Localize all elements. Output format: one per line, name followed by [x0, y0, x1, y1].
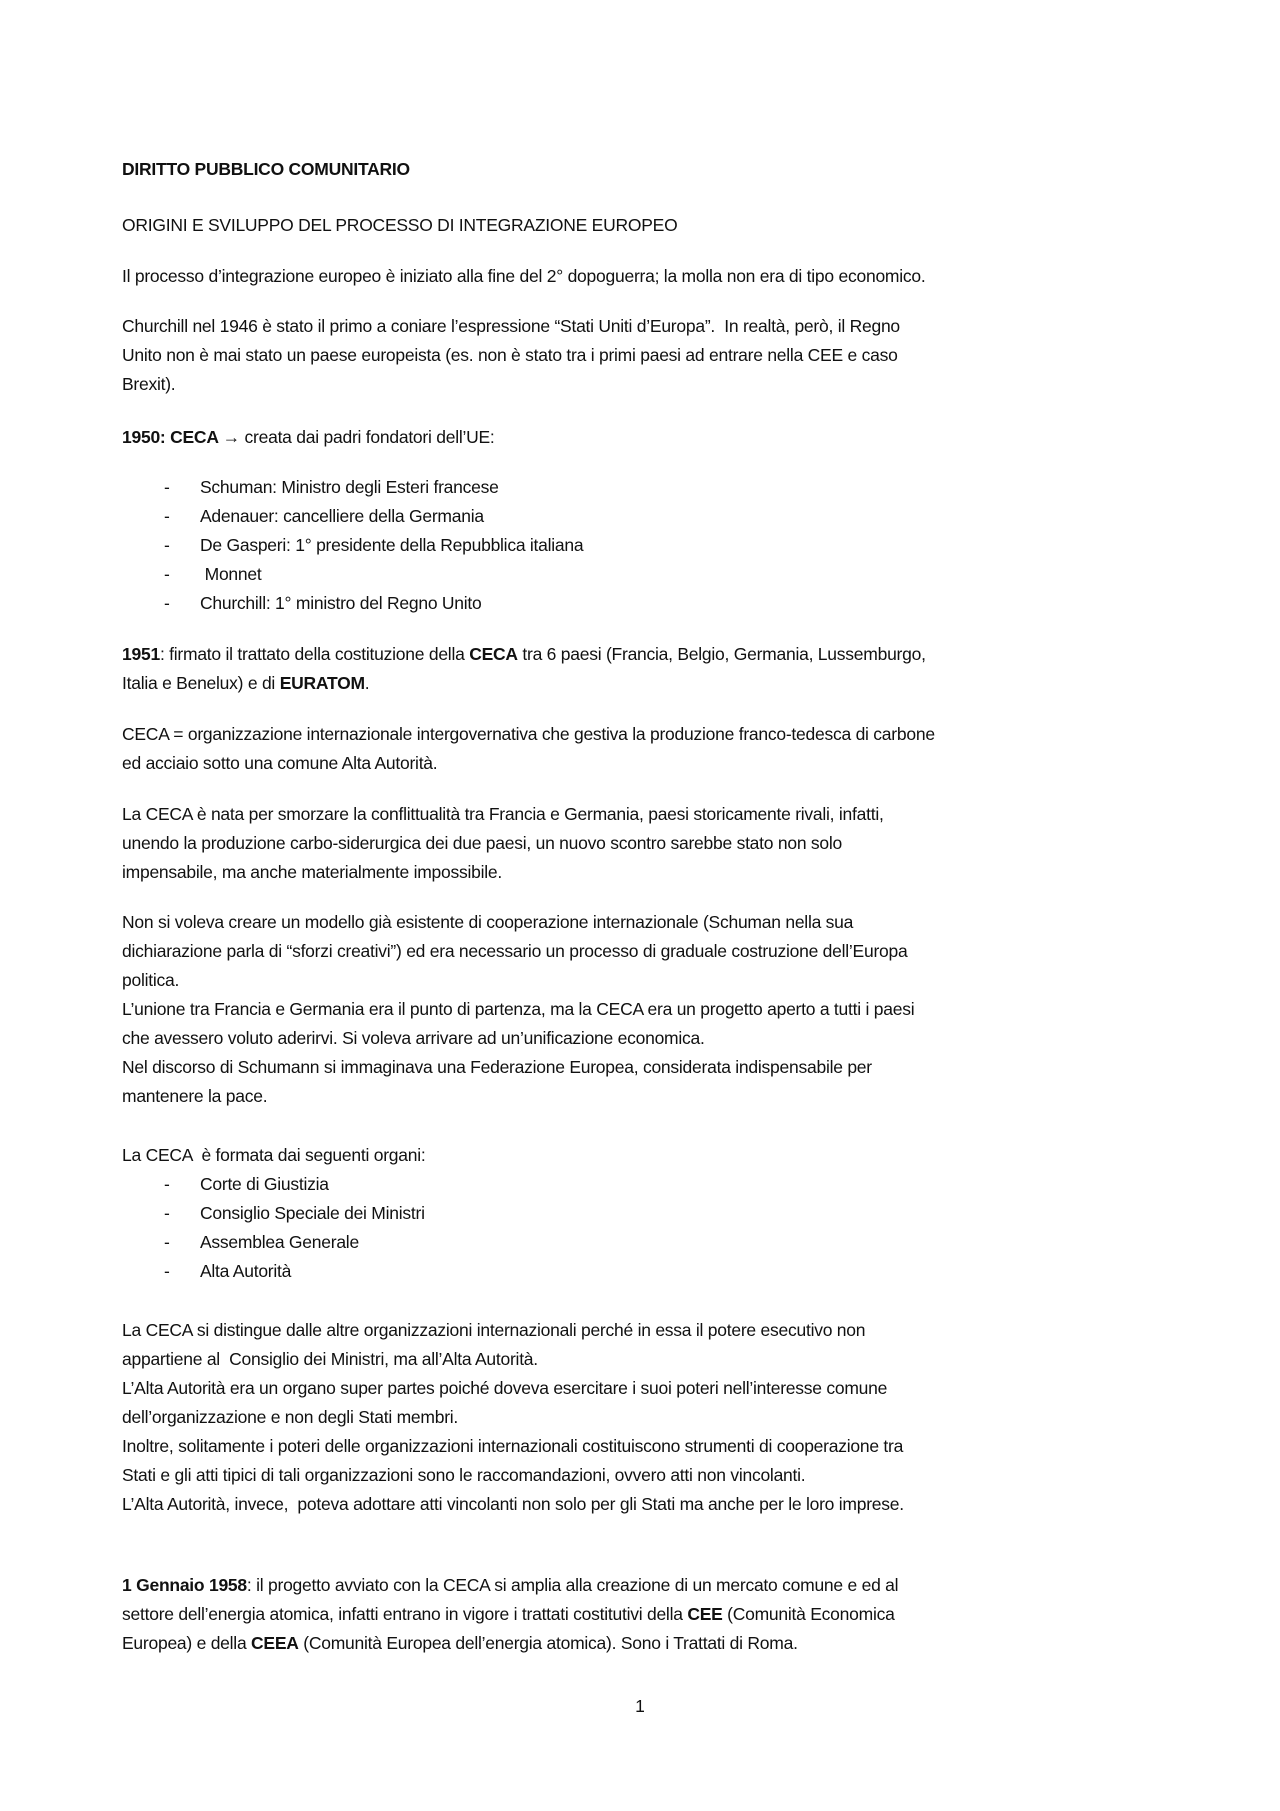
bold-text: 1951 — [122, 644, 160, 664]
text-line — [122, 1629, 798, 1658]
list-item-text — [200, 531, 583, 560]
text-line — [122, 1024, 705, 1053]
bullet-dash: - — [164, 593, 170, 613]
text-segment: L’Alta Autorità era un organo super partes poiché doveva esercitare i suoi poteri nell’interesse comune — [122, 1378, 888, 1398]
bold-text: EURATOM — [279, 673, 365, 693]
text-segment: Corte di Giustizia — [200, 1174, 329, 1194]
text-segment: settore dell’energia atomica, infatti entrano in vigore i trattati costitutivi della — [122, 1604, 688, 1624]
text-segment: Non si voleva creare un modello già esistente di cooperazione internazionale (Schuman nella sua — [122, 912, 854, 932]
list-item-text — [200, 1228, 359, 1257]
text-segment: Italia e Benelux) e di — [122, 673, 280, 693]
text-segment: impensabile, ma anche materialmente impossibile. — [122, 862, 502, 882]
text-segment: Alta Autorità — [200, 1261, 292, 1281]
text-line — [122, 1374, 887, 1403]
bold-text: 1950: CECA → — [122, 427, 245, 447]
text-line — [122, 262, 926, 291]
text-line — [122, 423, 495, 452]
text-segment: Consiglio Speciale dei Ministri — [200, 1203, 425, 1223]
bullet-dash: - — [164, 506, 170, 526]
text-segment: creata dai padri fondatori dell’UE: — [244, 427, 495, 447]
text-line — [122, 640, 926, 669]
text-line — [122, 155, 410, 184]
text-segment: dichiarazione parla di “sforzi creativi”) ed era necessario un processo di graduale costruzione dell’Europa — [122, 941, 908, 961]
list-item-text — [200, 1199, 425, 1228]
text-line — [122, 1403, 458, 1432]
page-number: 1 — [635, 1696, 645, 1716]
list-item-text — [200, 502, 484, 531]
text-line — [122, 720, 935, 749]
text-segment: mantenere la pace. — [122, 1086, 268, 1106]
text-line — [122, 1053, 872, 1082]
text-line — [122, 1345, 538, 1374]
bullet-dash: - — [164, 477, 170, 497]
text-segment: Monnet — [200, 564, 262, 584]
text-segment: (Comunità Europea dell’energia atomica). Sono i Trattati di Roma. — [298, 1633, 798, 1653]
text-segment: Adenauer: cancelliere della Germania — [200, 506, 484, 526]
text-line — [122, 1141, 426, 1170]
text-segment: CECA = organizzazione internazionale intergovernativa che gestiva la produzione franco-tedesca di carbone — [122, 724, 935, 744]
text-segment: Churchill: 1° ministro del Regno Unito — [200, 593, 482, 613]
text-line — [122, 1461, 805, 1490]
text-segment: La CECA è formata dai seguenti organi: — [122, 1145, 426, 1165]
bold-text: CEEA — [251, 1633, 299, 1653]
text-line — [122, 211, 677, 240]
text-line — [122, 1432, 903, 1461]
text-segment: : il progetto avviato con la CECA si amplia alla creazione di un mercato comune e ed al — [246, 1575, 899, 1595]
text-segment: politica. — [122, 970, 180, 990]
text-line — [122, 341, 898, 370]
bold-text: CECA — [469, 644, 518, 664]
text-line — [122, 1490, 904, 1519]
text-segment: dell’organizzazione e non degli Stati membri. — [122, 1407, 459, 1427]
text-line — [122, 1600, 895, 1629]
text-segment: tra 6 paesi (Francia, Belgio, Germania, Lussemburgo, — [517, 644, 926, 664]
text-segment: L’unione tra Francia e Germania era il punto di partenza, ma la CECA era un progetto aperto a tutti i paesi — [122, 999, 915, 1019]
text-segment: Stati e gli atti tipici di tali organizzazioni sono le raccomandazioni, ovvero atti non vincolanti. — [122, 1465, 806, 1485]
text-segment: Brexit). — [122, 374, 176, 394]
text-line — [122, 858, 502, 887]
text-segment: Inoltre, solitamente i poteri delle organizzazioni internazionali costituiscono strumenti di cooperazione tra — [122, 1436, 904, 1456]
text-segment: (Comunità Economica — [722, 1604, 895, 1624]
text-line — [122, 1571, 898, 1600]
text-line — [122, 370, 175, 399]
list-item-text — [200, 1257, 291, 1286]
text-segment: Nel discorso di Schumann si immaginava una Federazione Europea, considerata indispensabile per — [122, 1057, 872, 1077]
bold-text: 1 Gennaio 1958 — [122, 1575, 247, 1595]
text-line — [122, 800, 884, 829]
list-item-text — [200, 473, 499, 502]
text-segment: Unito non è mai stato un paese europeista (es. non è stato tra i primi paesi ad entrare nella CEE e caso — [122, 345, 898, 365]
text-line — [122, 966, 179, 995]
text-segment: Europea) e della — [122, 1633, 252, 1653]
bullet-dash: - — [164, 535, 170, 555]
text-line — [122, 1316, 865, 1345]
text-segment: unendo la produzione carbo-siderurgica dei due paesi, un nuovo scontro sarebbe stato non solo — [122, 833, 843, 853]
text-segment: appartiene al Consiglio dei Ministri, ma all’Alta Autorità. — [122, 1349, 538, 1369]
text-segment: La CECA è nata per smorzare la conflittualità tra Francia e Germania, paesi storicamente rivali, infatti, — [122, 804, 884, 824]
text-line — [122, 829, 842, 858]
bold-text: DIRITTO PUBBLICO COMUNITARIO — [122, 159, 410, 179]
text-segment: . — [364, 673, 370, 693]
bullet-dash: - — [164, 1174, 170, 1194]
bullet-dash: - — [164, 1261, 170, 1281]
bullet-dash: - — [164, 1232, 170, 1252]
text-line — [122, 1082, 267, 1111]
text-segment: De Gasperi: 1° presidente della Repubblica italiana — [200, 535, 584, 555]
text-segment: ed acciaio sotto una comune Alta Autorità. — [122, 753, 438, 773]
list-item-text — [200, 560, 261, 589]
bold-text: CEE — [687, 1604, 723, 1624]
list-item-text — [200, 589, 482, 618]
list-item-text — [200, 1170, 329, 1199]
text-segment: La CECA si distingue dalle altre organizzazioni internazionali perché in essa il potere esecutivo non — [122, 1320, 866, 1340]
text-line — [122, 908, 853, 937]
text-segment: Il processo d’integrazione europeo è iniziato alla fine del 2° dopoguerra; la molla non era di tipo economico. — [122, 266, 926, 286]
text-segment: Schuman: Ministro degli Esteri francese — [200, 477, 499, 497]
text-line — [122, 995, 914, 1024]
text-segment: Assemblea Generale — [200, 1232, 359, 1252]
text-line — [122, 669, 369, 698]
text-line — [122, 749, 437, 778]
text-segment: che avessero voluto aderirvi. Si voleva arrivare ad un’unificazione economica. — [122, 1028, 705, 1048]
bullet-dash: - — [164, 1203, 170, 1223]
bullet-dash: - — [164, 564, 170, 584]
text-segment: Churchill nel 1946 è stato il primo a coniare l’espressione “Stati Uniti d’Europa”. In realtà, però, il Regno — [122, 316, 900, 336]
text-segment: L’Alta Autorità, invece, poteva adottare atti vincolanti non solo per gli Stati ma anche per le loro imprese. — [122, 1494, 904, 1514]
text-segment: : firmato il trattato della costituzione della — [159, 644, 470, 664]
text-line — [122, 312, 900, 341]
text-line — [122, 937, 907, 966]
text-segment: ORIGINI E SVILUPPO DEL PROCESSO DI INTEGRAZIONE EUROPEO — [122, 215, 678, 235]
